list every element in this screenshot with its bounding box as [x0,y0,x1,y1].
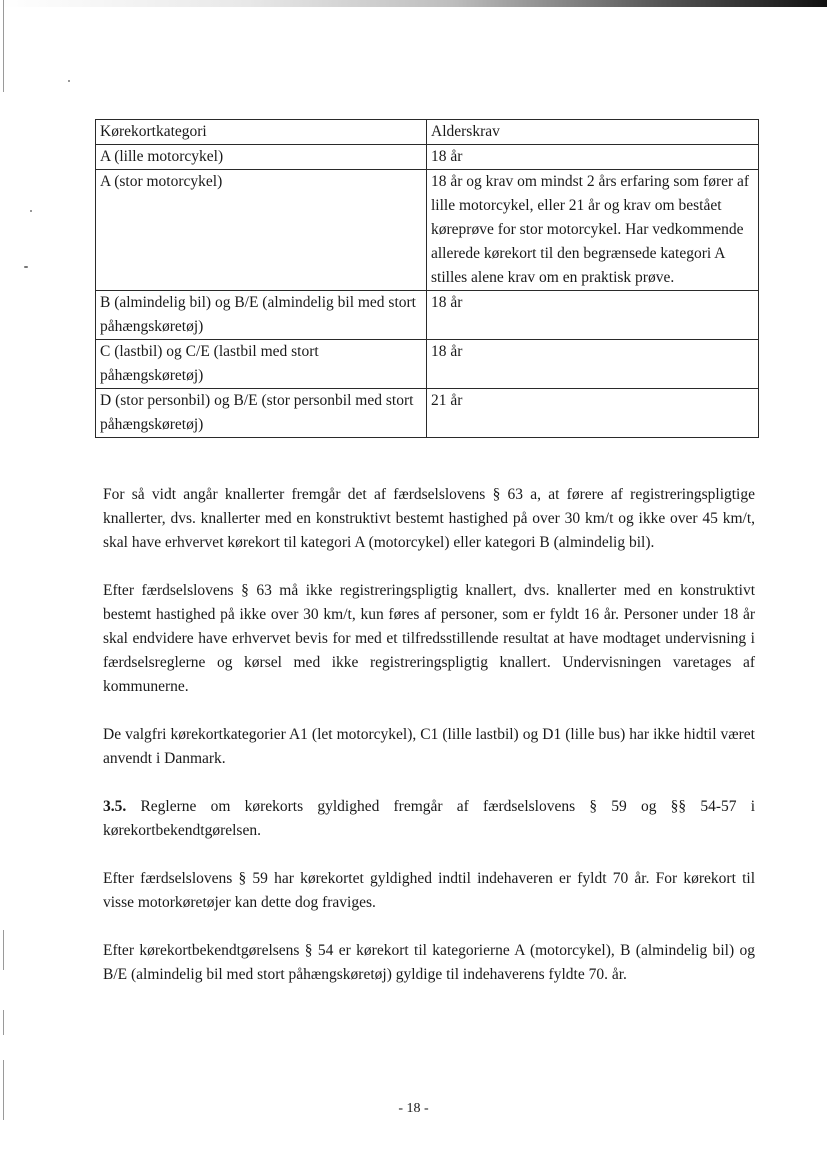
table-cell-category: C (lastbil) og C/E (lastbil med stort påhængskøretøj) [96,340,427,389]
paragraph-knallert-age: Efter færdselslovens § 63 må ikke registreringspligtig knallert, dvs. knallerter med en konstruktivt bestemt hastighed på ikke over 30 km/t, kun føres af personer, som er fyldt 16 år. Personer under 18 år skal endvidere have erhvervet bevis for med et tilfredsstillende resultat at have modtaget undervisning i færdselsreglerne og kørsel med ikke registreringspligtig knallert. Undervisningen varetages af kommunerne. [103,582,755,695]
paragraph-section-3-5 [103,795,755,843]
scan-top-edge [0,0,827,7]
scan-speck [68,80,70,82]
paragraph-knallert-registration: For så vidt angår knallerter fremgår det af færdselslovens § 63 a, at førere af registreringspligtige knallerter, dvs. knallerter med en konstruktivt bestemt hastighed på over 30 km/t og ikke over 45 km/t, skal have erhvervet kørekort til kategori A (motorcykel) eller kategori B (almindelig bil). [103,486,755,551]
paragraph-optional-categories: De valgfri kørekortkategorier A1 (let motorcykel), C1 (lille lastbil) og D1 (lille bus) har ikke hidtil været anvendt i Danmark. [103,726,755,767]
table-cell-age: 18 år [427,291,759,340]
table-header-age: Alderskrav [427,120,759,145]
table-cell-category: A (lille motorcykel) [96,145,427,170]
scan-left-edge-mark [3,0,4,92]
section-3-5-text: Reglerne om kørekorts gyldighed fremgår af færdselslovens § 59 og §§ 54-57 i kørekortbekendtgørelsen. [103,798,756,839]
paragraph-validity-70: Efter færdselslovens § 59 har kørekortet gyldighed indtil indehaveren er fyldt 70 år. For kørekort til visse motorkøretøjer kan dette dog fraviges. [103,870,755,911]
paragraph-bekendtgoerelse-54: Efter kørekortbekendtgørelsens § 54 er kørekort til kategorierne A (motorcykel), B (almindelig bil) og B/E (almindelig bil med stort påhængskøretøj) gyldige til indehaverens fyldte 70. år. [103,942,755,983]
table-cell-age: 18 år [427,145,759,170]
table-row [96,170,759,291]
table-cell-age: 18 år og krav om mindst 2 års erfaring som fører af lille motorcykel, eller 21 år og krav om bestået køreprøve for stor motorcykel. Har vedkommende allerede kørekort til den begrænsede kategori A stilles alene krav om en praktisk prøve. [427,170,759,291]
table-row [96,145,759,170]
table-cell-category: D (stor personbil) og B/E (stor personbil med stort påhængskøretøj) [96,389,427,438]
table-row [96,389,759,438]
table-row [96,340,759,389]
page-number: - 18 - [398,1101,429,1116]
scan-speck [24,266,28,268]
scan-left-edge-mark [3,1010,4,1035]
table-header-category: Kørekortkategori [96,120,427,145]
scan-speck [30,210,32,212]
scan-left-edge-mark [3,930,4,970]
table-cell-category: B (almindelig bil) og B/E (almindelig bil med stort påhængskøretøj) [96,291,427,340]
table-cell-category: A (stor motorcykel) [96,170,427,291]
license-age-table [95,119,759,438]
table-row [96,291,759,340]
section-number: 3.5. [103,798,127,815]
table-cell-age: 21 år [427,389,759,438]
table-header-row [96,120,759,145]
table-cell-age: 18 år [427,340,759,389]
